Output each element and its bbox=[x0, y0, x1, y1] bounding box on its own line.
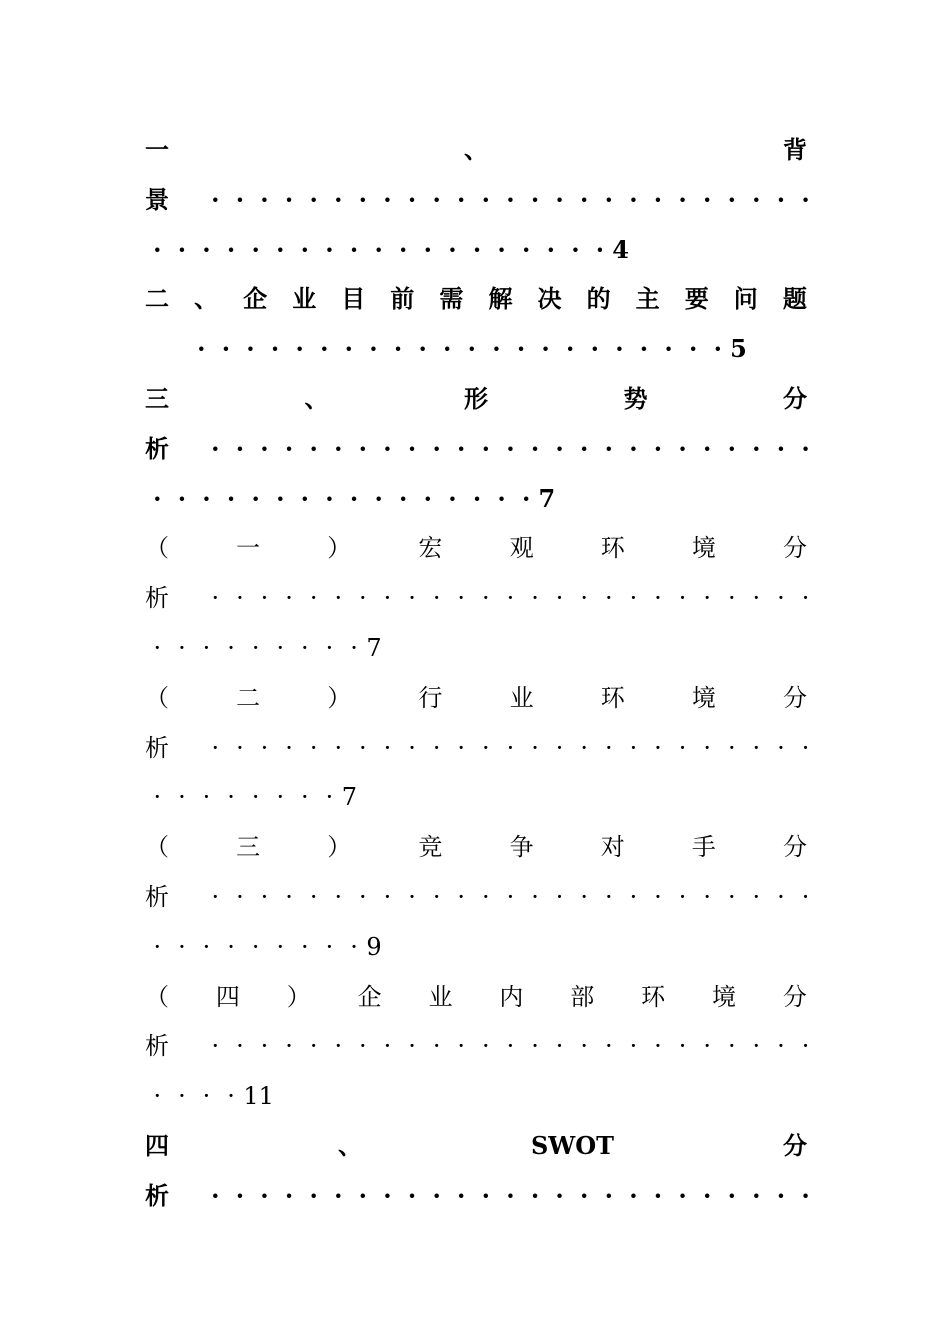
toc-heading-char: ） bbox=[286, 982, 311, 1011]
toc-line bbox=[145, 379, 807, 419]
toc-heading-char: 解 bbox=[488, 284, 513, 314]
toc-line bbox=[145, 777, 807, 817]
toc-heading-char: 二 bbox=[145, 284, 169, 314]
toc-heading-char: 形 bbox=[464, 384, 488, 413]
toc-heading-char: （ bbox=[145, 683, 169, 712]
toc-heading-char: 背 bbox=[783, 135, 807, 164]
toc-leader-dots: · · · · · · · · · bbox=[153, 634, 358, 662]
toc-line bbox=[145, 927, 807, 967]
toc-leader-dots: · · · · · · · · · · · · · · · · · · · · · · · · · bbox=[211, 433, 810, 463]
toc-heading-char: 分 bbox=[783, 384, 807, 413]
toc-leader-dots: · · · · · · · · · · · · · · · · · · · bbox=[153, 234, 605, 264]
toc-heading-char: 境 bbox=[712, 982, 736, 1011]
toc-heading-char: 析 bbox=[145, 433, 169, 463]
toc-heading-char: 分 bbox=[782, 683, 807, 712]
toc-line bbox=[145, 230, 807, 270]
toc-line bbox=[145, 578, 810, 618]
toc-page-number[interactable]: 7 bbox=[341, 783, 358, 812]
toc-leader-dots: · · · · · · · · · · · · · · · · · · · · · · · · · bbox=[211, 584, 810, 613]
toc-heading-char: 、 bbox=[337, 1131, 362, 1160]
toc-leader-dots: · · · · · · · · · · · · · · · · · · · · · · · · · bbox=[211, 733, 810, 762]
toc-heading-char: 三 bbox=[145, 384, 169, 413]
toc-heading-char: 业 bbox=[292, 284, 317, 314]
toc-heading-char: 行 bbox=[418, 683, 443, 712]
toc-line bbox=[145, 329, 851, 369]
toc-leader-dots: · · · · · · · · · · · · · · · · · · · · · · · · · bbox=[211, 1032, 810, 1061]
toc-leader-dots: · · · · · · · · · · · · · · · · · · · · · · · · · bbox=[211, 184, 810, 214]
toc-page-number[interactable]: 5 bbox=[730, 334, 747, 364]
toc-leader-dots: · · · · · · · · bbox=[153, 783, 334, 812]
toc-heading-char: 目 bbox=[341, 284, 366, 314]
toc-heading-char: 业 bbox=[509, 683, 534, 712]
toc-line bbox=[145, 1076, 807, 1116]
toc-heading-char: 的 bbox=[586, 284, 611, 314]
toc-heading-char: 问 bbox=[733, 284, 758, 314]
toc-heading-char: 分 bbox=[782, 534, 807, 563]
toc-heading-char: 、 bbox=[464, 135, 488, 164]
toc-line bbox=[145, 678, 807, 718]
toc-heading-char: 势 bbox=[623, 384, 648, 413]
toc-page-number[interactable]: 4 bbox=[612, 234, 629, 264]
toc-heading-char: 分 bbox=[782, 833, 807, 862]
toc-heading-char: 析 bbox=[145, 1180, 169, 1210]
toc-heading-char: 要 bbox=[684, 284, 709, 314]
toc-heading-char: 主 bbox=[635, 284, 660, 314]
toc-heading-char: 企 bbox=[243, 284, 268, 314]
toc-heading-char: 析 bbox=[145, 733, 169, 762]
toc-heading-char: 四 bbox=[145, 1131, 169, 1160]
toc-heading-char: 前 bbox=[390, 284, 415, 314]
toc-heading-char: 析 bbox=[145, 883, 169, 911]
toc-heading-char: 观 bbox=[509, 534, 534, 563]
toc-heading-char: 境 bbox=[691, 683, 716, 712]
toc-line bbox=[145, 479, 807, 519]
toc-page-number[interactable]: 9 bbox=[366, 932, 382, 961]
toc-leader-dots: · · · · · · · · · · · · · · · · · · · · · · · · · bbox=[211, 1180, 810, 1210]
toc-heading-char: SWOT bbox=[530, 1131, 614, 1160]
toc-heading-char: 二 bbox=[236, 683, 261, 712]
toc-line bbox=[145, 728, 810, 768]
toc-line bbox=[145, 1126, 807, 1166]
toc-heading-char: 四 bbox=[215, 982, 240, 1011]
toc-heading-char: 竞 bbox=[418, 833, 443, 862]
toc-heading-char: 部 bbox=[570, 982, 595, 1011]
toc-heading-char: 企 bbox=[357, 982, 382, 1011]
toc-page-number[interactable]: 7 bbox=[538, 483, 556, 513]
toc-heading-char: 景 bbox=[145, 184, 169, 214]
toc-line bbox=[145, 1176, 810, 1216]
toc-heading-char: 手 bbox=[691, 833, 716, 862]
toc-heading-char: 析 bbox=[145, 584, 169, 613]
toc-heading-char: 环 bbox=[600, 534, 625, 563]
toc-heading-char: （ bbox=[145, 982, 169, 1011]
toc-heading-char: 析 bbox=[145, 1032, 169, 1061]
toc-heading-char: 环 bbox=[641, 982, 666, 1011]
toc-heading-char: 题 bbox=[782, 284, 807, 314]
toc-heading-char: 境 bbox=[691, 534, 716, 563]
toc-leader-dots: · · · · · · · · · bbox=[153, 932, 358, 961]
toc-line bbox=[145, 130, 807, 170]
toc-heading-char: 分 bbox=[782, 982, 807, 1011]
toc-line bbox=[145, 877, 810, 917]
toc-line bbox=[145, 977, 807, 1017]
toc-line bbox=[145, 628, 807, 668]
toc-heading-char: 三 bbox=[236, 833, 261, 862]
toc-heading-char: 分 bbox=[782, 1131, 807, 1160]
toc-leader-dots: · · · · · · · · · · · · · · · · · · · · · · · · · bbox=[211, 883, 810, 911]
toc-heading-char: （ bbox=[145, 534, 169, 563]
toc-page-number[interactable]: 7 bbox=[366, 634, 382, 662]
toc-heading-char: 对 bbox=[600, 833, 625, 862]
toc-heading-char: 一 bbox=[145, 135, 169, 164]
toc-heading-char: 宏 bbox=[418, 534, 443, 563]
toc-heading-char: 、 bbox=[194, 284, 219, 314]
toc-leader-dots: · · · · bbox=[153, 1082, 235, 1111]
toc-heading-char: ） bbox=[327, 534, 352, 563]
toc-line bbox=[145, 1026, 810, 1066]
toc-line bbox=[145, 429, 810, 469]
toc-heading-char: 内 bbox=[499, 982, 524, 1011]
toc-heading-char: 环 bbox=[600, 683, 625, 712]
toc-heading-char: ） bbox=[327, 683, 352, 712]
toc-line bbox=[145, 180, 810, 220]
toc-heading-char: 业 bbox=[428, 982, 453, 1011]
toc-heading-char: 决 bbox=[537, 284, 562, 314]
toc-line bbox=[145, 827, 807, 867]
toc-heading-char: 争 bbox=[509, 833, 534, 862]
toc-heading-char: 需 bbox=[439, 284, 464, 314]
toc-heading-char: ） bbox=[327, 833, 352, 862]
toc-heading-char: （ bbox=[145, 833, 169, 862]
toc-heading-char: 、 bbox=[304, 384, 329, 413]
toc-heading-char: 一 bbox=[236, 534, 261, 563]
toc-page-number[interactable]: 11 bbox=[243, 1082, 274, 1111]
toc-line bbox=[145, 528, 807, 568]
toc-leader-dots: · · · · · · · · · · · · · · · · bbox=[153, 483, 531, 513]
toc-line bbox=[145, 279, 807, 319]
toc-leader-dots: · · · · · · · · · · · · · · · · · · · · · · bbox=[197, 334, 722, 364]
